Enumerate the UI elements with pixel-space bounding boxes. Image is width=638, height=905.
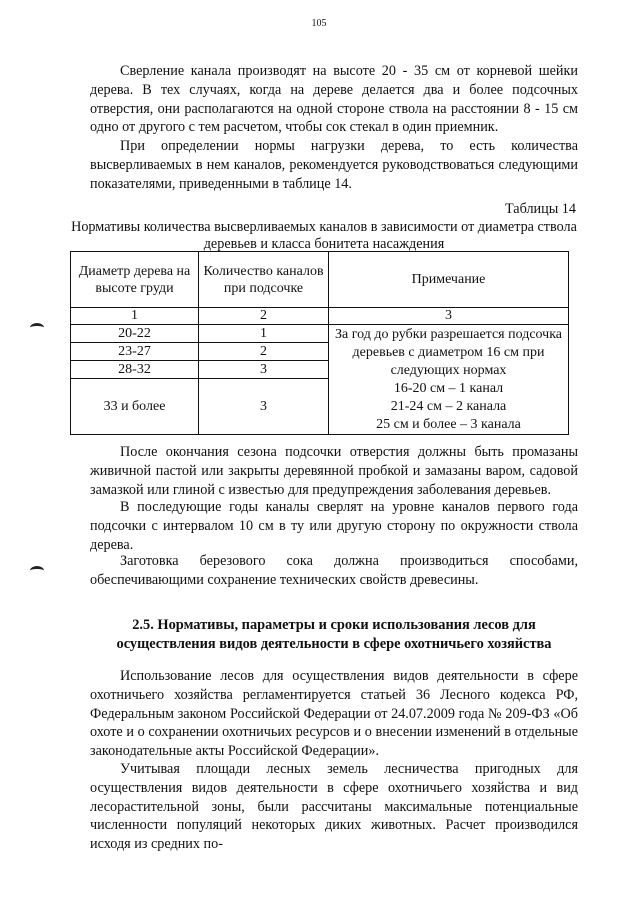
table-caption-title: Нормативы количества высверливаемых каналов в зависимости от диаметра ствола деревьев и класса бонитета насаждения — [71, 219, 577, 252]
paragraph: При определении нормы нагрузки дерева, то есть количества высверливаемых в нем каналов, рекомендуется руководствоваться следующими показателями, приведенными в таблице 14. — [90, 138, 578, 192]
note-line: 25 см и более – 3 канала — [376, 417, 521, 432]
column-number: 3 — [329, 308, 569, 325]
paragraph: После окончания сезона подсочки отверстия должны быть промазаны живичной пастой или закрыты деревянной пробкой и замазаны варом, садовой замазкой или глиной с известью для предупреждения заболевания деревьев. — [90, 444, 578, 498]
paragraph: В последующие годы каналы сверлят на уровне каналов первого года подсочки с интервалом 10 см в ту или другую сторону по окружности ствола дерева. — [90, 499, 578, 553]
channels-cell: 2 — [199, 343, 329, 361]
column-number: 2 — [199, 308, 329, 325]
table-row — [71, 325, 569, 343]
note-line: 21-24 см – 2 канала — [390, 399, 507, 414]
diameter-cell: 23-27 — [71, 343, 199, 361]
paragraph: Заготовка березового сока должна производиться способами, обеспечивающими сохранение технических свойств древесины. — [90, 553, 578, 588]
header-cell: Диаметр дерева на высоте груди — [71, 252, 199, 308]
binder-hole-mark — [30, 323, 44, 332]
channels-cell: 3 — [199, 379, 329, 435]
table-caption-number: Таблицы 14 — [504, 201, 576, 217]
binder-hole-mark — [30, 566, 44, 575]
paragraph: Использование лесов для осуществления видов деятельности в сфере охотничьего хозяйства регламентируется статьей 36 Лесного кодекса РФ, Федеральным законом Российской Федерации от 24.07.2009 года № 209-ФЗ «Об охоте и о сохранении охотничьих ресурсов и о внесении изменений в отдельные законодательные акты Российской Федерации». — [90, 668, 578, 760]
table-header-row — [71, 252, 569, 308]
diameter-cell: 33 и более — [71, 379, 199, 435]
note-intro: За год до рубки разрешается подсочка деревьев с диаметром 16 см при следующих нормах — [334, 327, 563, 378]
paragraph: Сверление канала производят на высоте 20 - 35 см от корневой шейки дерева. В тех случаях, когда на дереве делается два и более подсочных отверстия, они располагаются на одной стороне ствола на расстоянии 8 - 15 см одно от другого с тем расчетом, чтобы сок стекал в один приемник. — [90, 63, 578, 136]
column-number-row — [71, 308, 569, 325]
note-cell — [329, 325, 569, 435]
diameter-cell: 20-22 — [71, 325, 199, 343]
header-cell: Примечание — [329, 252, 569, 308]
page-number: 105 — [311, 18, 327, 29]
channels-cell: 1 — [199, 325, 329, 343]
diameter-cell: 28-32 — [71, 361, 199, 379]
norms-table — [70, 251, 569, 435]
note-line: 16-20 см – 1 канал — [393, 381, 504, 396]
header-cell: Количество каналов при подсочке — [199, 252, 329, 308]
column-number: 1 — [71, 308, 199, 325]
section-heading: 2.5. Нормативы, параметры и сроки использования лесов для осуществления видов деятельности в сфере охотничьего хозяйства — [116, 617, 552, 652]
paragraph: Учитывая площади лесных земель лесничества пригодных для осуществления видов деятельности в сфере охотничьего хозяйства и вид лесорастительной зоны, были рассчитаны максимальные потенциальные численности популяций некоторых диких животных. Расчет производился исходя из средних по- — [90, 761, 578, 853]
channels-cell: 3 — [199, 361, 329, 379]
